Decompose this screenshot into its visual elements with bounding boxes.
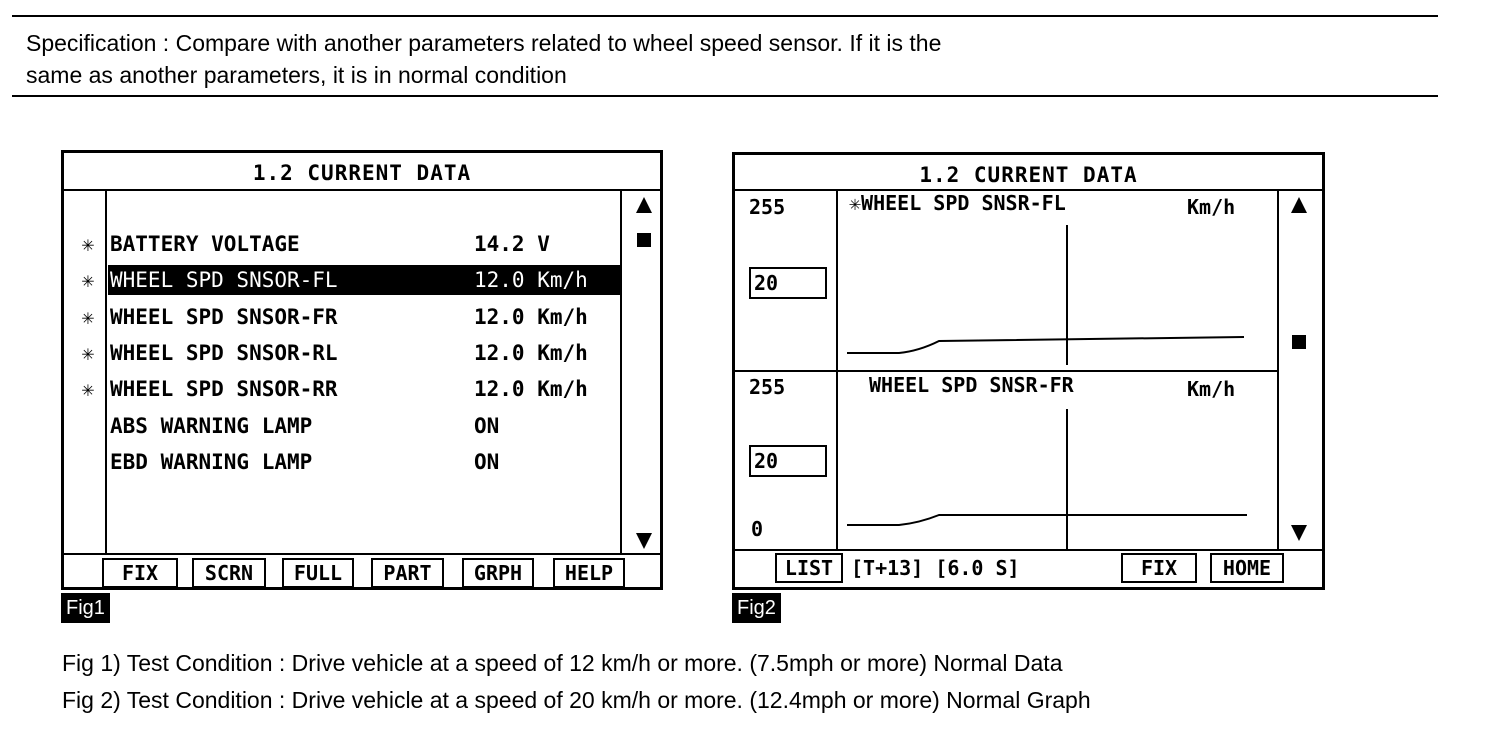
parameter-value: ON — [474, 414, 500, 438]
graph1-value-box[interactable]: 20 — [749, 267, 827, 299]
fix-button[interactable]: FIX — [1121, 553, 1197, 583]
figure-1-tag: Fig1 — [61, 593, 110, 623]
spec-line-2: same as another parameters, it is in normal condition — [26, 62, 567, 88]
scroll-up-icon[interactable] — [636, 197, 652, 213]
part-button[interactable]: PART — [371, 558, 444, 588]
selected-marker: ✳ — [81, 305, 95, 329]
scrollbar-thumb[interactable] — [637, 233, 651, 247]
scrollbar-thumb[interactable] — [1292, 335, 1306, 349]
selected-marker: ✳ — [81, 377, 95, 401]
graph2-speed-line — [847, 515, 1247, 525]
parameter-name: WHEEL SPD SNSOR-FL — [108, 265, 620, 295]
full-button[interactable]: FULL — [282, 558, 354, 588]
screen-title: 1.2 CURRENT DATA — [919, 163, 1138, 187]
spec-line-1: Specification : Compare with another parameters related to wheel speed sensor. If it is the — [26, 30, 942, 56]
data-row[interactable] — [64, 229, 624, 259]
graph1-parameter-label: ✳WHEEL SPD SNSR-FL — [849, 191, 1066, 215]
parameter-name: BATTERY VOLTAGE — [110, 232, 300, 256]
graph1-max-label: 255 — [749, 195, 786, 219]
data-row[interactable] — [64, 374, 624, 404]
current-data-list-screen — [61, 150, 663, 590]
figure-1-caption: Fig 1) Test Condition : Drive vehicle at a speed of 12 km/h or more. (7.5mph or more) Normal Data — [62, 650, 1063, 676]
specification-text — [26, 27, 941, 91]
graph1-unit-label: Km/h — [1187, 195, 1236, 219]
data-row[interactable] — [64, 411, 624, 441]
parameter-value: 12.0 Km/h — [474, 341, 588, 365]
graph1-trace — [839, 225, 1277, 365]
parameter-name: ABS WARNING LAMP — [110, 414, 313, 438]
spec-top-rule — [12, 15, 1438, 17]
parameter-value: 12.0 Km/h — [474, 305, 588, 329]
scroll-up-icon[interactable] — [1291, 197, 1307, 213]
graph2-unit-label: Km/h — [1187, 377, 1236, 401]
spec-bottom-rule — [12, 95, 1438, 97]
selected-marker: ✳ — [81, 232, 95, 256]
graph-divider — [735, 370, 1278, 372]
graph2-min-label: 0 — [751, 517, 764, 541]
data-row[interactable] — [64, 447, 624, 477]
parameter-name: WHEEL SPD SNSOR-FR — [110, 305, 338, 329]
selected-marker: ✳ — [81, 268, 95, 292]
selected-marker: ✳ — [81, 341, 95, 365]
parameter-value: ON — [474, 450, 500, 474]
list-button[interactable]: LIST — [775, 553, 843, 583]
figure-2-caption: Fig 2) Test Condition : Drive vehicle at a speed of 20 km/h or more. (12.4mph or more) Normal Graph — [62, 687, 1091, 713]
figure-2-tag: Fig2 — [732, 593, 781, 623]
fix-button[interactable]: FIX — [102, 558, 178, 588]
data-row-selected[interactable] — [64, 265, 624, 295]
time-status: [T+13] [6.0 S] — [851, 556, 1020, 580]
current-data-graph-screen — [732, 152, 1325, 590]
help-button[interactable]: HELP — [553, 558, 625, 588]
graph2-parameter-label: WHEEL SPD SNSR-FR — [869, 373, 1074, 397]
home-button[interactable]: HOME — [1210, 553, 1284, 583]
screen-title: 1.2 CURRENT DATA — [252, 161, 472, 185]
data-row[interactable] — [64, 302, 624, 332]
parameter-name: WHEEL SPD SNSOR-RR — [110, 377, 338, 401]
button-bar-divider — [64, 553, 660, 555]
graph1-speed-line — [847, 337, 1244, 353]
parameter-name: EBD WARNING LAMP — [110, 450, 313, 474]
graph-button[interactable]: GRPH — [462, 558, 534, 588]
data-row[interactable] — [64, 338, 624, 368]
title-divider — [64, 189, 660, 191]
parameter-value: 12.0 Km/h — [474, 377, 588, 401]
parameter-value: 14.2 V — [474, 232, 550, 256]
graph2-value-box[interactable]: 20 — [749, 445, 827, 477]
parameter-name: WHEEL SPD SNSOR-RL — [110, 341, 338, 365]
graph2-trace — [839, 385, 1277, 549]
graph2-max-label: 255 — [749, 375, 786, 399]
screen-button[interactable]: SCRN — [192, 558, 266, 588]
parameter-value: 12.0 Km/h — [474, 268, 588, 292]
button-bar-divider — [735, 549, 1322, 551]
scroll-down-icon[interactable] — [1291, 525, 1307, 541]
scroll-down-icon[interactable] — [636, 533, 652, 549]
